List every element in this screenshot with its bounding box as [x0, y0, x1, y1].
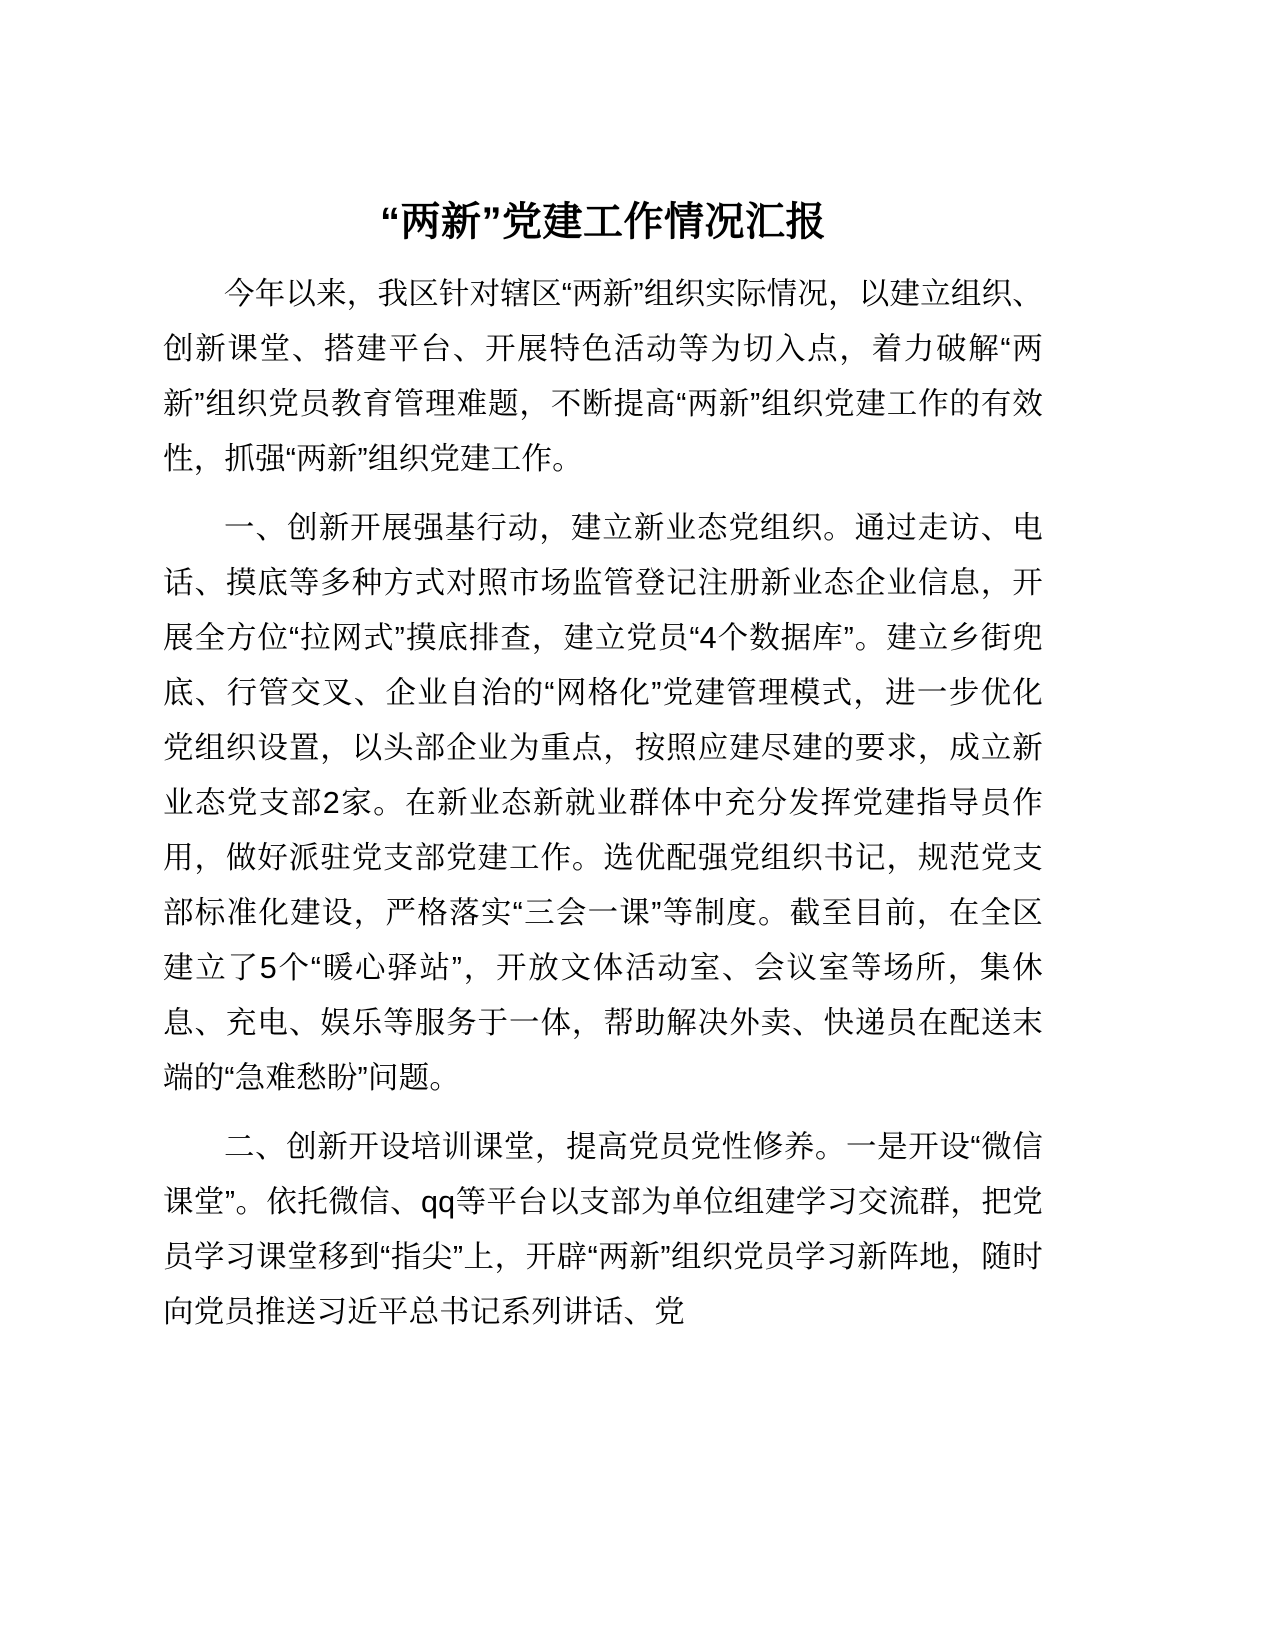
paragraph-section-two: 二、创新开设培训课堂，提高党员党性修养。一是开设“微信课堂”。依托微信、qq等平台以支部为单位组建学习交流群，把党员学习课堂移到“指尖”上，开辟“两新”组织党员学习新阵地，随时向党员推送习近平总书记系列讲话、党	[163, 1129, 1043, 1329]
page-title: “两新”党建工作情况汇报	[380, 200, 826, 244]
paragraph-spacer	[163, 489, 1043, 501]
paragraph-intro: 今年以来，我区针对辖区“两新”组织实际情况，以建立组织、创新课堂、搭建平台、开展特色活动等为切入点，着力破解“两新”组织党员教育管理难题，不断提高“两新”组织党建工作的有效性，抓强“两新”组织党建工作。	[163, 276, 1043, 476]
paragraph-section-one: 一、创新开展强基行动，建立新业态党组织。通过走访、电话、摸底等多种方式对照市场监管登记注册新业态企业信息，开展全方位“拉网式”摸底排查，建立党员“4个数据库”。建立乡街兜底、行管交叉、企业自治的“网格化”党建管理模式，进一步优化党组织设置，以头部企业为重点，按照应建尽建的要求，成立新业态党支部2家。在新业态新就业群体中充分发挥党建指导员作用，做好派驻党支部党建工作。选优配强党组织书记，规范党支部标准化建设，严格落实“三会一课”等制度。截至目前，在全区建立了5个“暖心驿站”，开放文体活动室、会议室等场所，集休息、充电、娱乐等服务于一体，帮助解决外卖、快递员在配送末端的“急难愁盼”问题。	[163, 510, 1043, 1095]
document-body	[163, 196, 1043, 1340]
paragraph-spacer	[163, 1108, 1043, 1120]
